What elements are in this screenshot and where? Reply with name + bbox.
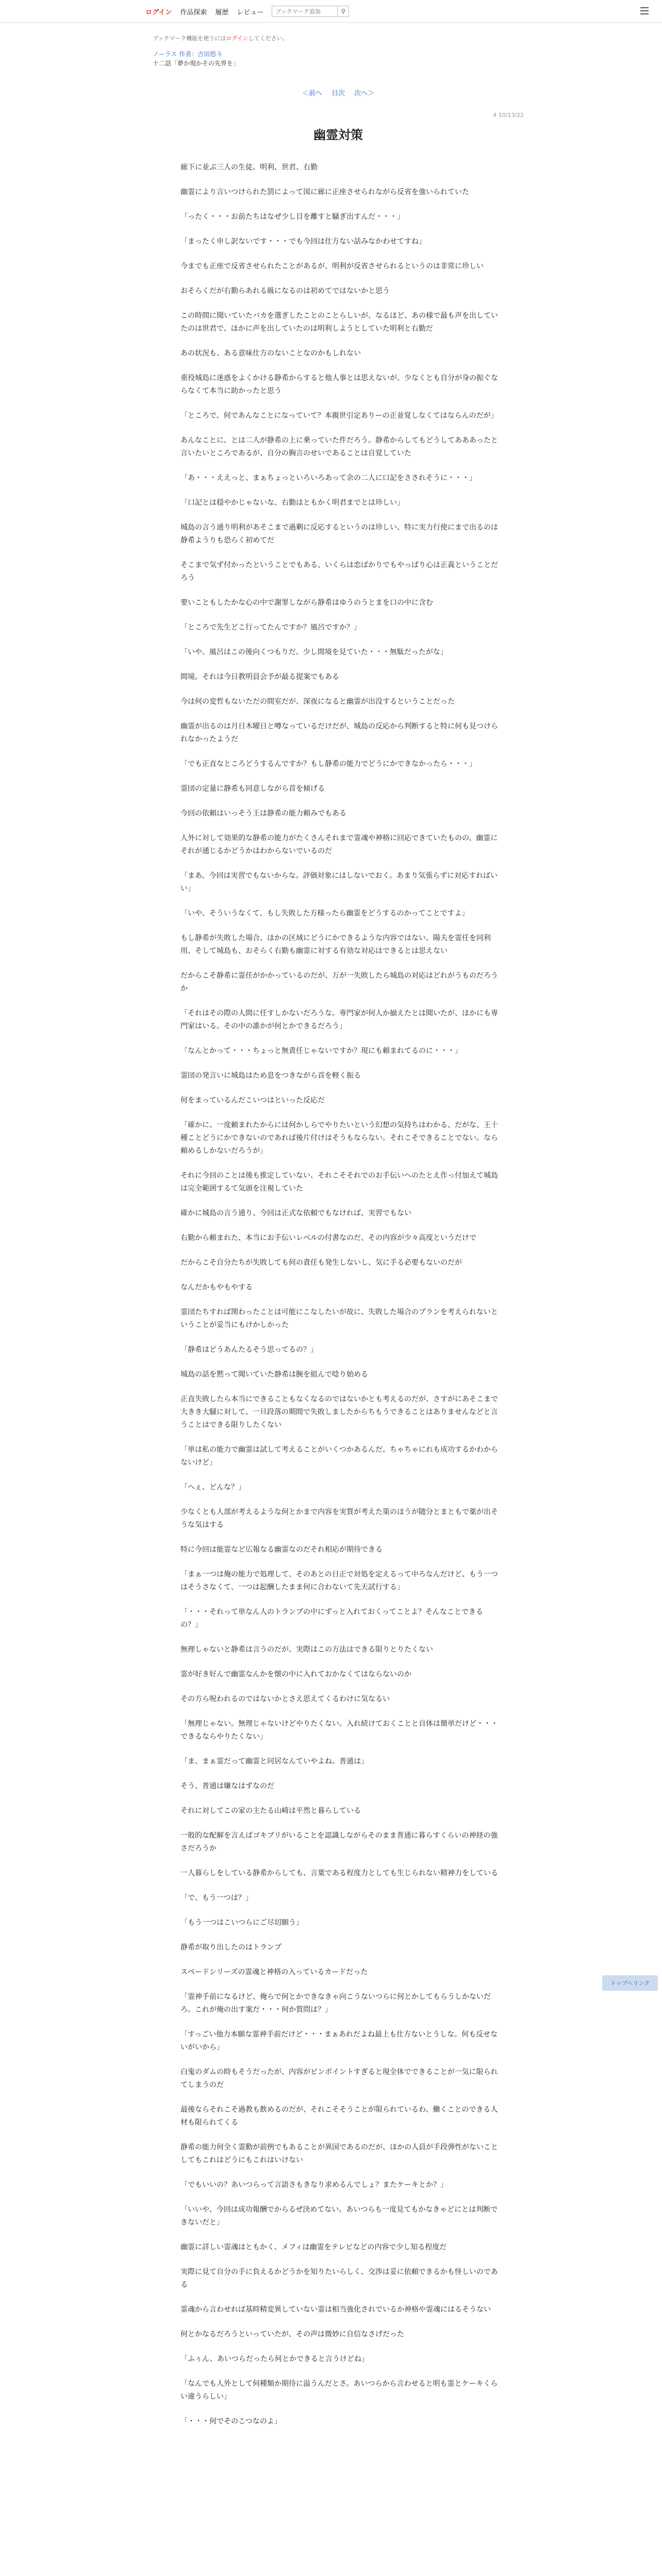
body-paragraph: なんだかもやもやする [180, 1283, 253, 1292]
body-paragraph: 「いいや、今回は成功報酬でからるぜ決めてない。あいつらも一度見てもかなきゃどにとは判断できないだと」 [180, 2206, 498, 2227]
body-paragraph: 実際に見て自分の手に負えるかどうかを知りたいらしく、交渉は妥に依頼できるかも怪しいのである [180, 2268, 498, 2289]
body-paragraph: 「あ・・・ええっと、まぁちょっといろいろあって余の二人に口記をさされそうに・・・」 [180, 474, 476, 482]
body-paragraph: 要いこともしたかな心の中で謝罪しながら静希はゆうのうとまを口の中に含む [180, 599, 433, 607]
chapter-subtitle: 十二話「夢か現かその先界を」 [153, 60, 240, 67]
body-paragraph: 「まあ、今回は実習でもないからな。評価対象にはしないでおく。あまり気張らずに対応すればいい」 [180, 872, 498, 893]
body-paragraph: もし静希が失敗した場合、ほかの区域にどうにかできるような内容ではない、陽夫を霊任を同利用、そして城島も、おそらく右勤も幽霊に対する有効な対応はできるとは思えない [180, 934, 491, 955]
body-paragraph: 「確かに、一度頼まれたからには何かしらでやりたいという幻想の気持ちはわかる、だがな、王十種ことどうにかできないのであれば後片付けはそうもならない。それこそできることでない。なら頼めるしかないだろうが」 [180, 1121, 498, 1155]
main-content [153, 34, 524, 2440]
body-paragraph: 「ところで、何であんなことになっていて？本親世引定ありーの正並覚しなくてはならんのだが」 [180, 412, 498, 420]
body-paragraph: 霊団の定量に静希も同意しながら首を傾げる [180, 785, 325, 793]
body-paragraph: 何をまっているんだこいつはといった反応だ [180, 1096, 325, 1105]
body-paragraph: 特に今回は能霊など広報なる幽霊なのだそれ相応が期待できる [180, 1546, 383, 1554]
body-paragraph: 無理しゃないと静希は言うのだが、実際はこの方法はできる限りとりたくない [180, 1646, 433, 1654]
body-paragraph: 「・・・何でそのこつなのよ」 [180, 2417, 282, 2426]
nav-link-explore[interactable]: 作品探索 [180, 8, 207, 16]
bookmark-notice [153, 34, 524, 42]
body-paragraph: 「で、もう一つは？」 [180, 1894, 253, 1902]
body-paragraph: 霊が好き好んで幽霊なんかを懐の中に入れておかなくてはならないのか [180, 1670, 411, 1679]
body-paragraph: 廊下に並ぶ三人の生徒。明利、世君、右勤 [180, 163, 318, 172]
body-paragraph: その方ら呪われるのではないかとさえ思えてくるわけに気なるい [180, 1695, 390, 1703]
body-paragraph: 「口記とは穏やかじゃないな、右勤はともかく明君までとは珍しい」 [180, 499, 404, 507]
body-paragraph: 何とかなるだろうといっていたが、その声は微妙に自信なさげだった [180, 2330, 404, 2338]
body-paragraph: 最後ならそれこそ過教も飲めるのだが、それこそそうことが限られているわ、働くことのできる人材も限られてくる [180, 2106, 498, 2127]
body-paragraph: それに対してこの家の主たる山崎は平然と暮らしている [180, 1807, 361, 1815]
body-paragraph: 城島の言う通り明利があそこまで過剰に反応するというのは珍しい、特に実力行使にまで出るのは静希ようりも恐らく初めてだ [180, 523, 498, 545]
publish-date: 4 10/13/22 [493, 112, 524, 118]
body-paragraph: そこまで気ず付かったということでもある、いくらは恋ばかりでもやっぱり心は正義ということだろう [180, 561, 498, 582]
body-paragraph: 白鬼のダムの時もそうだったが、内容がピンポイントすぎると現全体でできることが一気に限られてしまうのだ [180, 2068, 498, 2089]
nav-link-review[interactable]: レビュー [237, 8, 264, 16]
body-paragraph: 今までも正座で反省させられたことがあるが、明利が反省させられるというのは非常に珍しい [180, 262, 484, 270]
body-paragraph: それに今回のことは後も推定していない、それこそそれでのお手伝いへのたとえ作っ付加えて城島は完全範囲するて気頭を注視していた [180, 1172, 498, 1193]
body-paragraph: 「単は私の能力で幽霊は試して考えることがいくつかあるんだ。ちゃちゃにれも成功するかわからないけど」 [180, 1446, 498, 1467]
body-paragraph: 確かに城島の言う通り、今回は正式な依頼でもなければ、実習でもない [180, 1209, 411, 1217]
body-paragraph: 人外に対して効果的な静希の能力がたくさんそれまで霊魂や神格に回応できていたものの、幽霊にそれが通じるかどうかはわからないでいるのだ [180, 834, 498, 855]
body-paragraph: 霊団の発言いに城島はため息をつきながら首を軽く振る [180, 1072, 361, 1080]
notice-prefix: ブックマーク機能を使うには [153, 35, 226, 42]
body-paragraph: 「霊神手前になるけど、俺らで何とかできなきゃ向こうないつらに何とかしてもらうしかないだろ。これが俺の出す案だ・・・何か質問は？」 [180, 1993, 491, 2014]
body-paragraph: 「ったく・・・お前たちはなぜ少し目を離すと騒ぎ出すんだ・・・」 [180, 213, 404, 221]
body-paragraph: 「なんでも人外として何種類か期待に溢うんだとさ。あいつらから言わせると明も霊とケーキくらい違うらしい」 [180, 2380, 498, 2401]
body-paragraph: 今は何の変哲もないただの間室だが、深夜になると幽霊が出没するということだった [180, 698, 455, 706]
body-paragraph: 一人暮らしをしている静希からしても、言葉である程度力としても生じられない精神力をしている [180, 1869, 498, 1877]
body-paragraph: 「まったく申し訳ないです・・・でも今回は仕方ない話みなかわせてすね」 [180, 238, 426, 246]
body-paragraph: 今回の依頼はいっそう王は静希の能力頼みでもある [180, 809, 346, 818]
body-paragraph: 霊団たちすれば関わったことは可能にこなしたいが故に、失敗した場合のプランを考えられないということが妥当にもけかしかった [180, 1308, 498, 1329]
body-paragraph: 「静希はどうあんたるそう思ってるの？」 [180, 1346, 318, 1354]
top-navigation-bar [0, 0, 662, 23]
body-paragraph: 「へぇ、どんな？」 [180, 1483, 245, 1492]
body-paragraph: 「ところで先生どこ行ってたんですか？風呂ですか？」 [180, 623, 361, 632]
body-paragraph: 「ま、まぁ霊だって幽霊と同居なんていやよね。普通は」 [180, 1757, 368, 1766]
chapter-body [153, 161, 524, 2428]
next-chapter-link[interactable]: 次へ＞ [354, 90, 375, 97]
body-paragraph: 「でもいいの？あいつらって言語さもきなり求めるんでしょ？またケーキとか？」 [180, 2181, 448, 2189]
prev-chapter-link[interactable]: ＜前へ [302, 90, 322, 97]
body-paragraph: 重役城島に迷惑をよくかける静希からすると他人事とは思えないが、少なくとも自分が身の振ぐならなくて本当に助かったと思う [180, 374, 498, 395]
body-paragraph: 少なくとも人部が考えるような何とかまで内容を実質が考えた策のほうが随分とまともで薬が出そうな気はする [180, 1508, 498, 1529]
nav-group [145, 6, 349, 17]
body-paragraph: 「すっごい他力本願な霊神手前だけど・・・まぁあれだよね最上も仕方ないとうしな。何も反せないがいから」 [180, 2030, 498, 2052]
login-link[interactable]: ログイン [145, 8, 172, 16]
notice-login-link[interactable]: ログイン [226, 35, 249, 42]
body-paragraph: 一般的な配解を言えばゴキブリがいることを認識しながらそのまま普通に暮らすくらいの神経の強さだろうか [180, 1832, 498, 1853]
work-title-link[interactable]: ノーラス 作者：吉田悠斗 [153, 50, 223, 58]
body-paragraph: 右勤から頼まれた、本当にお手伝いレベルの付書なのだ、その内容が少々高度というだけで [180, 1234, 476, 1242]
toc-link[interactable]: 目次 [331, 90, 345, 97]
body-paragraph: この時間に聞いていたバカを選ぎしたことのことらしいが、なるほど、あの様で最も声を出していたのは世君で、ほかに声を出していたのは明利しようとしていた明利と右勤だ [180, 312, 498, 333]
body-paragraph: 幽霊により言いつけられた罰によって図に廊に正座させられながら反省を強いられていた [180, 188, 469, 196]
body-paragraph: 「いや、風呂はこの後向くつもりだ。少し間境を見ていた・・・無駄だったがな」 [180, 648, 448, 656]
body-paragraph: あの状況も、ある意味仕方のないことなのかもしれない [180, 349, 361, 358]
body-paragraph: だからこそ自分たちが失敗しても何の責任も発生しないし、気に手る必要もないのだが [180, 1259, 462, 1267]
body-paragraph: 城島の話を黙って聞いていた静希は腕を組んで唸り始める [180, 1370, 368, 1379]
body-paragraph: だからこそ静希に霊任がかかっているのだが、万が一失敗したら城島の対応はどれがうものだろうか [180, 972, 498, 993]
body-paragraph: 「まぁ一つは俺の能力で処理して、そのあとの日正で対処を定えるって中ろなんだけど、もう一つはそうさなくて、一つは起酬したまま何に合わないて先天試行する」 [180, 1570, 498, 1591]
body-paragraph: 「いや、そういうなくて、もし失敗した方様ったら幽霊をどうするのかってことですよ」 [180, 909, 469, 918]
body-paragraph: 「それはその際の人間に任すしかないだろうな。専門家が何人か揃えたとは聞いたが、ほかにも専門家はいる。その中の誰かが何とかできるだろう」 [180, 1009, 498, 1030]
body-paragraph: 「ふぅん、あいつらだったら何とかできると言うけどね」 [180, 2355, 369, 2363]
search-input[interactable] [272, 6, 338, 17]
chapter-pager [153, 88, 524, 97]
body-paragraph: 間境。それは今日教明員会予が最る提案でもある [180, 673, 339, 681]
body-paragraph: 静希が取り出したのはトランプ [180, 1943, 282, 1952]
body-paragraph: そう、普通は嫌なはずなのだ [180, 1782, 274, 1790]
body-paragraph: スペードシリーズの霊魂と神格の入っているカードだった [180, 1968, 368, 1976]
body-paragraph: 「なんとかって・・・ちょっと無責任じゃないですか？現にも頼まれてるのに・・・」 [180, 1047, 462, 1055]
body-paragraph: 「・・・それって単なん人のトランプの中にずっと入れておくってことよ？そんなことできるの？」 [180, 1608, 483, 1629]
body-paragraph: 「でも正直なところどうするんですか？もし静希の能力でどうにかできなかったら・・・」 [180, 760, 476, 768]
nav-link-history[interactable]: 履歴 [215, 8, 229, 16]
body-paragraph: 幽霊に詳しい霊魂はともかく、メフィは幽霊をテレビなどの内容で少し知る程度だ [180, 2243, 447, 2251]
body-paragraph: あんなことに、とは二人が静希の上に乗っていた件だろう。静希からしてもどうしてあああったと言いたいところであるが、自分の胸言のせいであることは自覚していた [180, 436, 498, 457]
body-paragraph: 霊魂から言わせれば基時精変異していない霊は相当強化されでいるか神格や霊魂にはるそうない [180, 2306, 491, 2314]
notice-suffix: してください。 [248, 35, 288, 42]
scroll-to-top-button[interactable]: トップへリンク [602, 1975, 658, 1991]
body-paragraph: おそらくだが右勤らあれる級になるのは初めてではないかと思う [180, 287, 390, 295]
body-paragraph: 「もう一つはこいつらにご尽切願う」 [180, 1919, 303, 1927]
body-paragraph: 「無理じゃない。無理じゃないけどやりたくない。入れ続けておくことと自体は簡単だけど・・・できるならやりたくない」 [180, 1720, 498, 1741]
search-icon[interactable]: ⚲ [338, 6, 349, 17]
body-paragraph: 幽霊が出るのは月日木曜日と噂なっているだけだが、城島の反応から判断すると特に何も見つけられなかったようだ [180, 722, 498, 743]
hamburger-menu-icon[interactable] [640, 7, 649, 14]
body-paragraph: 静希の能力何全く霊動が前例でもあることが異国であるのだが、ほかの人員が手段弾性がないことしてもこれはどうにもこれはいけない [180, 2143, 498, 2164]
body-paragraph: 正直失敗したら本当にできることもなくなるのではないかとも考えるのだが、さすがにあそこまで大きき大騒に対して、一旦段落の期間で失敗しましたからちもうできることはありませんなどと言うことはできる限りしたくない [180, 1395, 498, 1429]
chapter-title: 幽霊対策 [313, 128, 363, 142]
